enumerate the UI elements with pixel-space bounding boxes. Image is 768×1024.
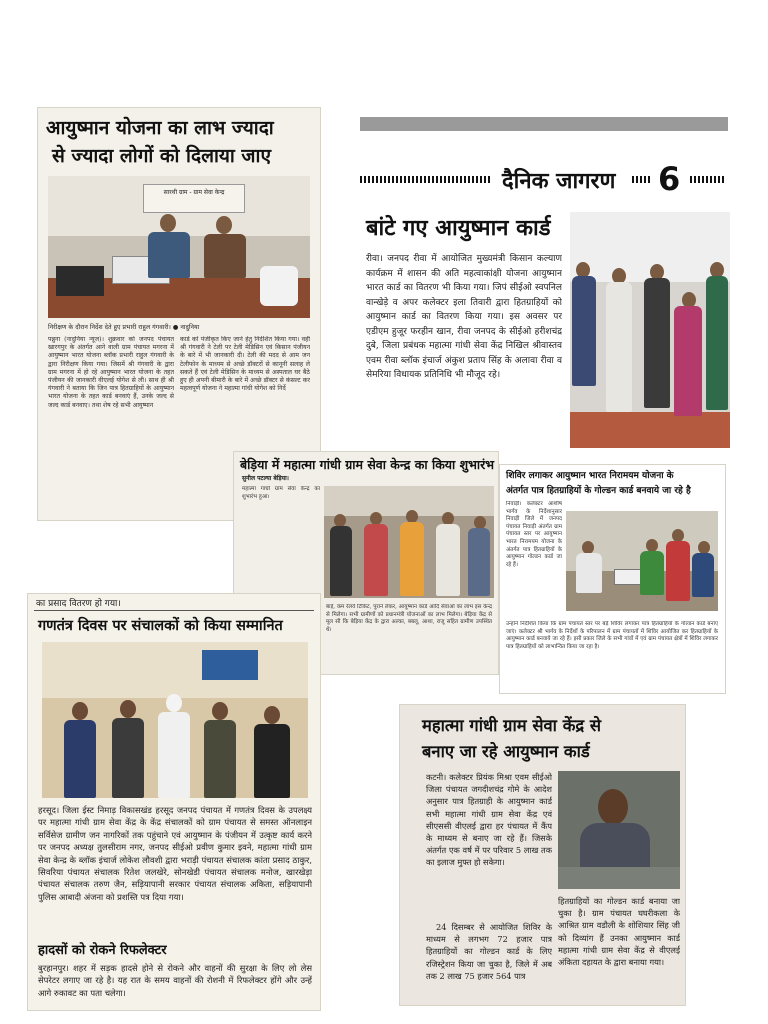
clip1-headline-2: से ज्यादा लोगों को दिलाया जाए — [52, 145, 271, 167]
clipping-mahatma-gandhi-kendra — [400, 705, 685, 1005]
clip3-photo — [324, 486, 494, 598]
clip4-headline-2: अंतर्गत पात्र हितग्राहियों के गोल्डन कार्ड बनवाये जा रहे है — [506, 486, 691, 496]
clip5-top-line: का प्रसाद वितरण हो गया। — [36, 599, 121, 609]
clipping-gantantra-diwas — [28, 594, 320, 1010]
masthead: दैनिक जागरण — [502, 169, 616, 194]
clip6-photo — [558, 771, 680, 889]
clipping-baante-gaye — [360, 150, 732, 450]
clip6-headline-2: बनाए जा रहे आयुष्मान कार्ड — [422, 742, 590, 761]
clip6-column-1: कटनी। कलेक्टर प्रियंक मिश्रा एवम सीईओ जिला पंचायत जगदीशचंद्र गोमे के आदेश अनुसार पात्र हितग्राही के आयुष्मान कार्ड सभी महात्मा गांधी ग्राम सेवा केंद्र एवं सीएससी वीएलई द्वारा हर पंचायत में कैंप के माध्यम से बनाए जा रहे हैं। जिसके अंतर्गत एक वर्ष में पर परिवार 5 लाख तक का इलाज मुफ्त हो सकेगा। — [426, 772, 552, 868]
clip1-caption: निरीक्षण के दौरान निर्देश देते हुए प्रभारी राहुल गंगवारी। ● नादुनिया — [48, 324, 200, 331]
masthead-rule-mid — [632, 176, 652, 183]
clip6-column-1b: 24 दिसम्बर से आयोजित शिविर के माध्यम से लगभग 72 हजार पात्र हितग्राहियों का गोल्डन कार्ड के लिए रजिस्ट्रेशन किया जा चुका है, जिले में अब तक 2 लाख 75 हजार 564 पात्र — [426, 922, 552, 981]
clip4-bottom-text: उन्होंने निर्देशित किया कि ग्राम पंचायत स्तर पर बड़े शिविर लगाकर पात्र हितग्राहियों के गोल्डन कार्ड बनाए जाएं। कलेक्टर श्री भार्गव के निर्देशों के परिपालन में ग्राम पंचायतों में शिविर आयोजित कर हितग्राहियों के आयुष्मान कार्ड बनवाये जा रहे हैं। इसी प्रकार जिले के सभी गांवों में एवं ग्राम पंचायत क्षेत्रों में शिविर लगाकर पात्र हितग्राहियों को लाभान्वित किया जा रहा है। — [506, 621, 718, 650]
clip4-headline-1: शिविर लगाकर आयुष्मान भारत निरामयम योजना के — [506, 471, 674, 481]
clip2-headline: बांटे गए आयुष्मान कार्ड — [366, 216, 551, 241]
masthead-rule-right — [690, 176, 726, 183]
clip5-subhead: हादसों को रोकने रिफलेक्टर — [38, 943, 167, 958]
clip4-photo — [566, 511, 718, 611]
clip3-bottom-text: बाई, कम रेलवे टिकिट, पुराने लेकर, आयुष्मान कार्ड आदि सेवाओं का लाभ इस केन्द्र से मिलेगा। सभी ग्रामीणों को प्रधानमंत्री योजनाओं का लाभ मिलेगा। बेड़िया केंद्र से मूल सी कि बेड़िया केंद्र के द्वारा अल्का, बबलू, आशा, राजू सहित ग्रामीण उपस्थित थे। — [326, 604, 492, 633]
printer — [56, 266, 104, 296]
photo-frame — [202, 650, 258, 680]
clip2-body: रीवा। जनपद रीवा में आयोजित मुख्यमंत्री किसान कल्याण कार्यक्रम में शासन की अति महत्वाकांक्षी योजना आयुष्मान भारत कार्ड का वितरण भी किया गया। जिपं सीईओ स्वपनिल वान्खेड़े व अपर कलेक्टर इला तिवारी द्वारा हितग्राहियों को आयुष्मान कार्ड का वितरण किया गया। इस अवसर पर एडीएम हुजूर फरहीन खान, रीवा जनपद के सीईओ हरीशचंद्र दुबे, जिला प्रबंधक महात्मा गांधी सेवा केंद्र निखिल श्रीवास्तव एवम रीवा ब्लॉक इंचार्ज अंकुश प्रताप सिंह के अलावा रीवा व सेमरिया विधायक प्रतिनिधि भी मौजूद रहे। — [366, 254, 562, 380]
clip3-column-1: महात्मा गांधी ग्राम सेवा केन्द्र का शुभारंभ हुआ। — [242, 486, 320, 500]
clip6-column-2: हितग्राहियों का गोल्डन कार्ड बनाया जा चुका है। ग्राम पंचायत घघरीकला के आश्रित ग्राम वडौली के शोशियार सिंह जी को दिव्यांग हैं उनका आयुष्मान कार्ड महात्मा गांधी ग्राम सेवा केंद्र से वीएलई अंकिता दहायत के द्वारा बनाया गया। — [558, 896, 680, 968]
clip1-photo — [48, 176, 310, 318]
clip5-headline: गणतंत्र दिवस पर संचालकों को किया सम्मानित — [38, 618, 283, 634]
clip2-top-rule — [360, 117, 728, 131]
clip3-byline: सुनील पटल्या बेड़िया। — [242, 475, 289, 482]
clipping-shivir-golden-card — [500, 465, 725, 693]
clip5-photo — [42, 642, 308, 798]
clip5-body: हरसूद। जिला ईस्ट निमाड़ विकासखंड हरसूद जनपद पंचायत में गणतंत्र दिवस के उपलक्ष्य पर महात्मा गांधी ग्राम सेवा केंद्र के केंद्र संचालकों को ग्राम पंचायत से समस्त ऑनलाइन सर्विसेज ग्रामीण जन नागरिकों तक पहुंचाने एवं आयुष्मान के पंजीयन में उत्कृष्ट कार्य करने पर जनपद अध्यक्ष तुलसीराम नगर, जनपद सीईओ प्रवीण कुमार इवने, महात्मा गांधी ग्राम सेवा केन्द्र के ब्लॉक इंचार्ज लोकेश लौवशी द्वारा भराड़ी पंचायत संचालक कांता प्रसाद ठाकुर, सिवरिया पंचायत संचालक रितेश जलखेरे, सोनखेडी पंचायत संचालक मनोज, खारखेड़ा पंचायत संचालक तरुण जैन, सड़ियापानी सरकार पंचायत संचालक अकिता, सड़ियापानी पुलिस आबादी अंजना को प्रशस्ति पत्र दिया गया। — [38, 805, 312, 902]
clip1-column-2: कार्ड को पंजीकृत किए जाने हेतु निर्देशित किया गया। वहीं श्री गंगवारी ने टेली पर टेली मेडिसिन एवं किसान पंजीयन के बारे में भी जानकारी दी। टेली की मदद से आम जन टेलीफोन के माध्यम से अच्छे डॉक्टरों से कानूनी सलाह ले सकते हैं एवं टेली मेडिसिन के माध्यम से अस्पताल घर बैठे हुए ही अपनी बीमारी के बारे में अच्छे डॉक्टर से कंसल्ट कर महत्वपूर्ण योजना ने महात्मा गांधी योगेश को निर्दे — [180, 336, 310, 393]
clip2-photo — [570, 212, 730, 448]
clip6-headline-1: महात्मा गांधी ग्राम सेवा केंद्र से — [422, 716, 602, 735]
clip5-sub-body: बुरहानपुर। शहर में सड़क हादसे होने से रोकने और वाहनों की सुरक्षा के लिए लो लेस सेपरेटर लगाए जा रहे है। यह रात के समय वाहनों की रोशनी में रिफलेक्टर होंगे और उन्हें आगे रुकावट का पता चलेगा। — [38, 963, 312, 998]
clip3-headline: बेड़िया में महात्मा गांधी ग्राम सेवा केन्द्र का किया शुभारंभ — [240, 457, 495, 472]
clip1-column-1: पन्नुना (नादुनिया न्यूज)। शुक्रवार को जनपद पंचायत खारगपुर के अंतर्गत आने वाली ग्राम पंचायत मगरना में आयुष्मान भारत योजना ब्लॉक प्रभारी राहुल गंगवारी के द्वारा निरीक्षण किया गया। जिसमें श्री गंगवारी के द्वारा ग्राम मगरना में हो रहे आयुष्मान भारत योजना के तहत पंजीयन की जानकारी वीएलई योगेश से ली। साथ ही श्री गंगवारी ने बताया कि जिन पात्र हितग्राहियों के आयुष्मान भारत योजना के तहत कार्ड बनवाएं हैं, उनके जल्द से जल्द कार्ड बनवाए। तथा शेष रहे सभी आयुष्मान — [48, 336, 174, 409]
clip1-photo-banner: सारथी ग्राम - ग्राम सेवा केन्द्र — [143, 184, 245, 213]
clip1-headline-1: आयुष्मान योजना का लाभ ज्यादा — [46, 117, 274, 139]
page-number: 6 — [658, 160, 681, 198]
clip4-column-1: निवाड़ी। कलेक्टर आशीष भार्गव के निर्देशानुसार निवाड़ी जिले में जनपद पंचायत निवाड़ी अंतर्गत ग्राम पंचायत स्तर पर आयुष्मान भारत निरामयम योजना के अंतर्गत पात्र हितग्राहियों के आयुष्मान गोल्डन कार्ड जा रहे हैं। — [506, 501, 562, 568]
masthead-rule-left — [360, 176, 492, 183]
